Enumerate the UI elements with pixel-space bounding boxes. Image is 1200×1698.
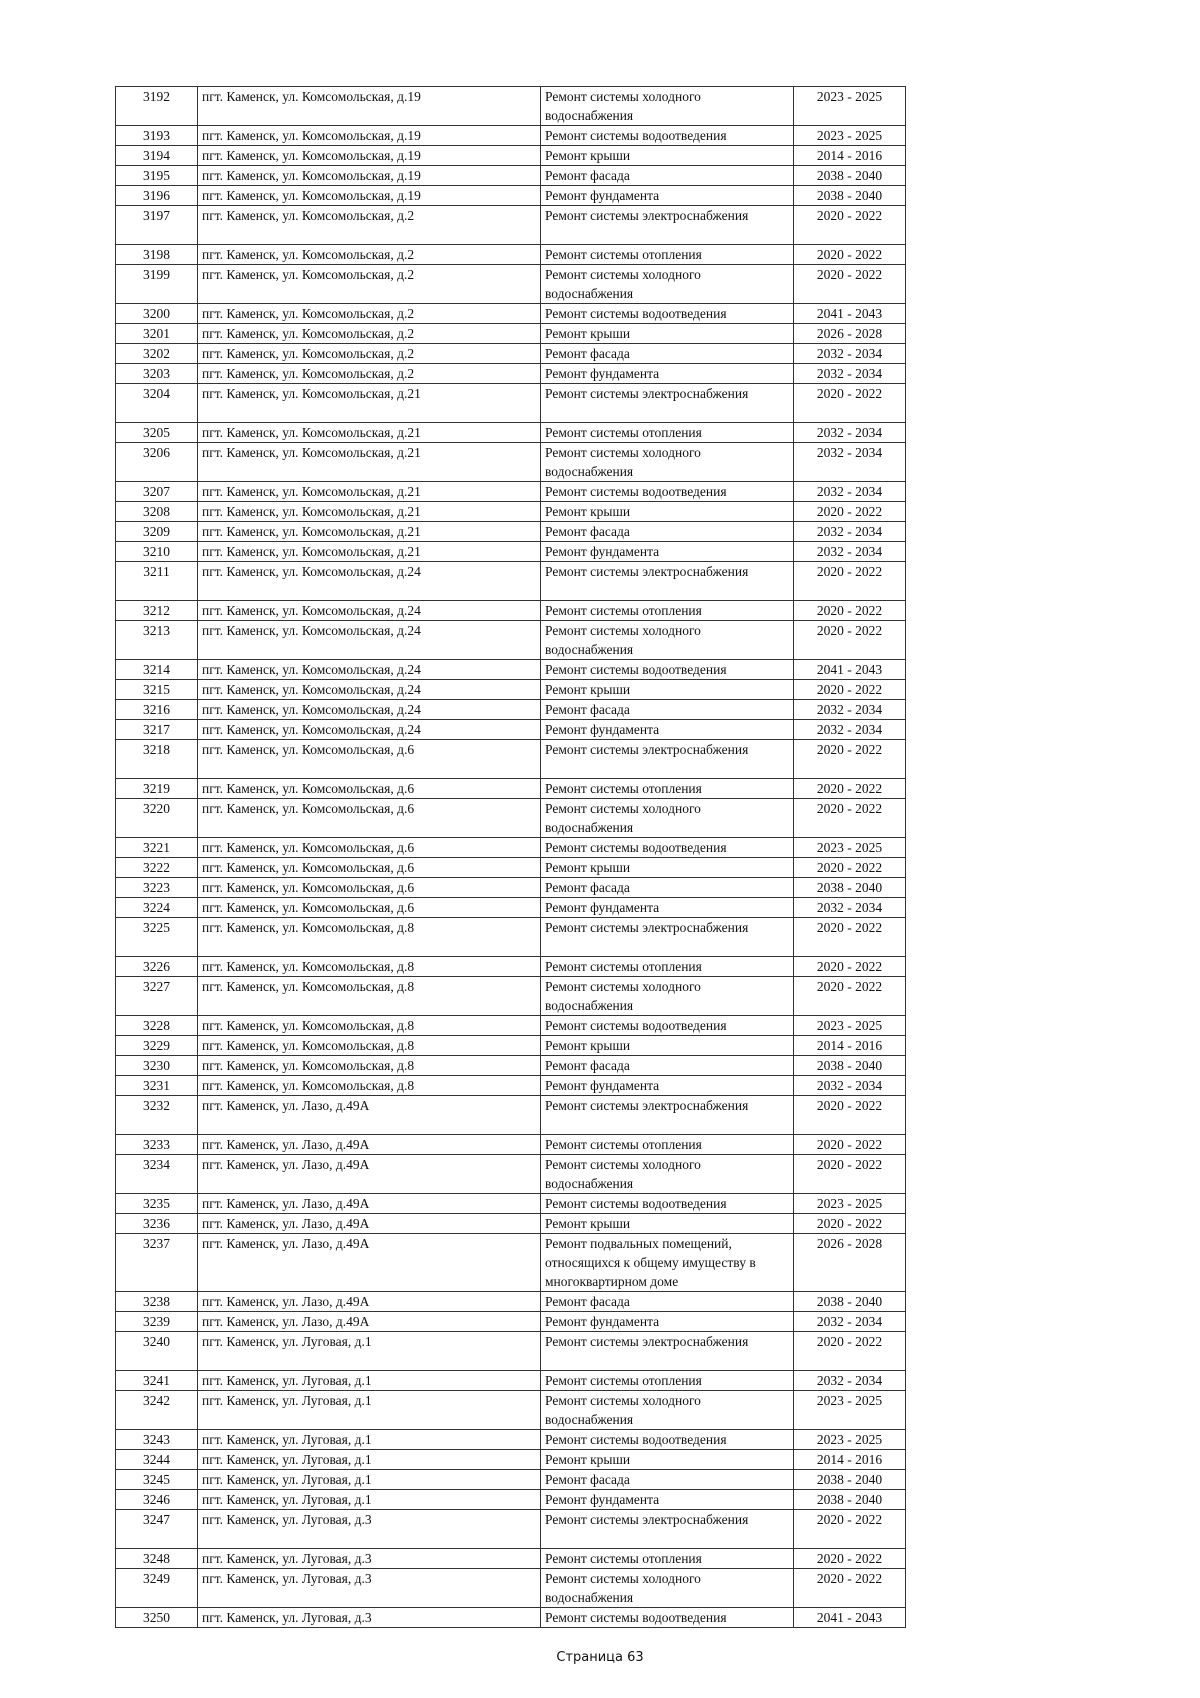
row-number-cell: 3246 xyxy=(116,1490,198,1510)
row-number-cell: 3235 xyxy=(116,1194,198,1214)
address-cell: пгт. Каменск, ул. Комсомольская, д.8 xyxy=(198,957,541,977)
address-cell: пгт. Каменск, ул. Луговая, д.1 xyxy=(198,1430,541,1450)
table-row xyxy=(116,1234,906,1292)
table-row xyxy=(116,1430,906,1450)
row-number-cell: 3232 xyxy=(116,1096,198,1135)
table-row xyxy=(116,918,906,957)
address-cell: пгт. Каменск, ул. Комсомольская, д.2 xyxy=(198,364,541,384)
period-cell: 2023 - 2025 xyxy=(794,838,906,858)
period-cell: 2020 - 2022 xyxy=(794,601,906,621)
work-type-cell: Ремонт крыши xyxy=(541,680,794,700)
address-cell: пгт. Каменск, ул. Комсомольская, д.24 xyxy=(198,562,541,601)
address-cell: пгт. Каменск, ул. Комсомольская, д.19 xyxy=(198,166,541,186)
period-cell: 2032 - 2034 xyxy=(794,1312,906,1332)
address-cell: пгт. Каменск, ул. Комсомольская, д.21 xyxy=(198,522,541,542)
period-cell: 2032 - 2034 xyxy=(794,720,906,740)
row-number-cell: 3192 xyxy=(116,87,198,126)
table-row xyxy=(116,166,906,186)
address-cell: пгт. Каменск, ул. Комсомольская, д.19 xyxy=(198,186,541,206)
work-type-cell: Ремонт крыши xyxy=(541,1036,794,1056)
period-cell: 2020 - 2022 xyxy=(794,1096,906,1135)
row-number-cell: 3199 xyxy=(116,265,198,304)
address-cell: пгт. Каменск, ул. Луговая, д.3 xyxy=(198,1608,541,1628)
work-type-cell: Ремонт системы водоотведения xyxy=(541,1608,794,1628)
row-number-cell: 3227 xyxy=(116,977,198,1016)
table-row xyxy=(116,146,906,166)
address-cell: пгт. Каменск, ул. Комсомольская, д.2 xyxy=(198,304,541,324)
period-cell: 2020 - 2022 xyxy=(794,1510,906,1549)
table-row xyxy=(116,482,906,502)
table-row xyxy=(116,245,906,265)
period-cell: 2038 - 2040 xyxy=(794,186,906,206)
work-type-cell: Ремонт фундамента xyxy=(541,1312,794,1332)
table-row xyxy=(116,522,906,542)
period-cell: 2020 - 2022 xyxy=(794,680,906,700)
row-number-cell: 3193 xyxy=(116,126,198,146)
period-cell: 2032 - 2034 xyxy=(794,482,906,502)
period-cell: 2020 - 2022 xyxy=(794,621,906,660)
work-type-cell: Ремонт системы электроснабжения xyxy=(541,918,794,957)
row-number-cell: 3223 xyxy=(116,878,198,898)
row-number-cell: 3234 xyxy=(116,1155,198,1194)
table-row xyxy=(116,344,906,364)
period-cell: 2020 - 2022 xyxy=(794,265,906,304)
address-cell: пгт. Каменск, ул. Комсомольская, д.6 xyxy=(198,740,541,779)
period-cell: 2032 - 2034 xyxy=(794,700,906,720)
period-cell: 2020 - 2022 xyxy=(794,245,906,265)
address-cell: пгт. Каменск, ул. Комсомольская, д.6 xyxy=(198,858,541,878)
row-number-cell: 3228 xyxy=(116,1016,198,1036)
table-row xyxy=(116,1076,906,1096)
work-type-cell: Ремонт системы водоотведения xyxy=(541,660,794,680)
address-cell: пгт. Каменск, ул. Комсомольская, д.8 xyxy=(198,918,541,957)
table-row xyxy=(116,1391,906,1430)
table-row xyxy=(116,660,906,680)
work-type-cell: Ремонт фасада xyxy=(541,1292,794,1312)
period-cell: 2020 - 2022 xyxy=(794,502,906,522)
address-cell: пгт. Каменск, ул. Комсомольская, д.24 xyxy=(198,621,541,660)
address-cell: пгт. Каменск, ул. Лазо, д.49А xyxy=(198,1312,541,1332)
address-cell: пгт. Каменск, ул. Комсомольская, д.24 xyxy=(198,601,541,621)
period-cell: 2023 - 2025 xyxy=(794,126,906,146)
period-cell: 2020 - 2022 xyxy=(794,562,906,601)
address-cell: пгт. Каменск, ул. Лазо, д.49А xyxy=(198,1234,541,1292)
period-cell: 2032 - 2034 xyxy=(794,898,906,918)
row-number-cell: 3250 xyxy=(116,1608,198,1628)
table-row xyxy=(116,858,906,878)
work-type-cell: Ремонт крыши xyxy=(541,1214,794,1234)
work-type-cell: Ремонт системы холодного водоснабжения xyxy=(541,443,794,482)
table-row xyxy=(116,542,906,562)
table-row xyxy=(116,621,906,660)
row-number-cell: 3248 xyxy=(116,1549,198,1569)
period-cell: 2038 - 2040 xyxy=(794,1056,906,1076)
row-number-cell: 3203 xyxy=(116,364,198,384)
address-cell: пгт. Каменск, ул. Лазо, д.49А xyxy=(198,1194,541,1214)
address-cell: пгт. Каменск, ул. Комсомольская, д.8 xyxy=(198,1016,541,1036)
row-number-cell: 3202 xyxy=(116,344,198,364)
row-number-cell: 3247 xyxy=(116,1510,198,1549)
row-number-cell: 3213 xyxy=(116,621,198,660)
page-number: Страница 63 xyxy=(556,1650,644,1665)
row-number-cell: 3239 xyxy=(116,1312,198,1332)
work-type-cell: Ремонт фундамента xyxy=(541,364,794,384)
row-number-cell: 3209 xyxy=(116,522,198,542)
period-cell: 2020 - 2022 xyxy=(794,977,906,1016)
address-cell: пгт. Каменск, ул. Комсомольская, д.6 xyxy=(198,779,541,799)
address-cell: пгт. Каменск, ул. Луговая, д.3 xyxy=(198,1510,541,1549)
period-cell: 2020 - 2022 xyxy=(794,1135,906,1155)
work-type-cell: Ремонт крыши xyxy=(541,502,794,522)
table-row xyxy=(116,384,906,423)
table-row xyxy=(116,1371,906,1391)
work-type-cell: Ремонт системы электроснабжения xyxy=(541,1510,794,1549)
period-cell: 2020 - 2022 xyxy=(794,384,906,423)
table-row xyxy=(116,1056,906,1076)
work-type-cell: Ремонт системы водоотведения xyxy=(541,838,794,858)
table-row xyxy=(116,799,906,838)
period-cell: 2038 - 2040 xyxy=(794,878,906,898)
period-cell: 2032 - 2034 xyxy=(794,1076,906,1096)
period-cell: 2020 - 2022 xyxy=(794,740,906,779)
table-row xyxy=(116,977,906,1016)
table-row xyxy=(116,443,906,482)
work-type-cell: Ремонт системы водоотведения xyxy=(541,304,794,324)
work-type-cell: Ремонт крыши xyxy=(541,146,794,166)
period-cell: 2020 - 2022 xyxy=(794,1549,906,1569)
work-type-cell: Ремонт фасада xyxy=(541,344,794,364)
address-cell: пгт. Каменск, ул. Луговая, д.1 xyxy=(198,1450,541,1470)
period-cell: 2032 - 2034 xyxy=(794,542,906,562)
period-cell: 2026 - 2028 xyxy=(794,1234,906,1292)
address-cell: пгт. Каменск, ул. Комсомольская, д.21 xyxy=(198,502,541,522)
address-cell: пгт. Каменск, ул. Комсомольская, д.2 xyxy=(198,344,541,364)
work-type-cell: Ремонт фундамента xyxy=(541,898,794,918)
work-type-cell: Ремонт системы отопления xyxy=(541,1371,794,1391)
work-type-cell: Ремонт подвальных помещений, относящихся к общему имуществу в многоквартирном доме xyxy=(541,1234,794,1292)
table-row xyxy=(116,1490,906,1510)
work-type-cell: Ремонт системы отопления xyxy=(541,423,794,443)
table-row xyxy=(116,700,906,720)
table-row xyxy=(116,502,906,522)
row-number-cell: 3226 xyxy=(116,957,198,977)
table-row xyxy=(116,720,906,740)
row-number-cell: 3244 xyxy=(116,1450,198,1470)
row-number-cell: 3205 xyxy=(116,423,198,443)
work-type-cell: Ремонт системы электроснабжения xyxy=(541,384,794,423)
work-type-cell: Ремонт системы отопления xyxy=(541,779,794,799)
table-row xyxy=(116,1510,906,1549)
work-type-cell: Ремонт системы холодного водоснабжения xyxy=(541,1391,794,1430)
table-row xyxy=(116,1450,906,1470)
work-type-cell: Ремонт крыши xyxy=(541,1450,794,1470)
period-cell: 2020 - 2022 xyxy=(794,1214,906,1234)
period-cell: 2020 - 2022 xyxy=(794,799,906,838)
address-cell: пгт. Каменск, ул. Комсомольская, д.21 xyxy=(198,443,541,482)
work-type-cell: Ремонт крыши xyxy=(541,324,794,344)
row-number-cell: 3230 xyxy=(116,1056,198,1076)
row-number-cell: 3218 xyxy=(116,740,198,779)
address-cell: пгт. Каменск, ул. Комсомольская, д.2 xyxy=(198,245,541,265)
table-body xyxy=(116,87,906,1628)
address-cell: пгт. Каменск, ул. Комсомольская, д.21 xyxy=(198,384,541,423)
address-cell: пгт. Каменск, ул. Комсомольская, д.21 xyxy=(198,482,541,502)
work-type-cell: Ремонт системы холодного водоснабжения xyxy=(541,87,794,126)
address-cell: пгт. Каменск, ул. Лазо, д.49А xyxy=(198,1155,541,1194)
work-type-cell: Ремонт фундамента xyxy=(541,1076,794,1096)
table-row xyxy=(116,324,906,344)
work-type-cell: Ремонт системы электроснабжения xyxy=(541,206,794,245)
period-cell: 2023 - 2025 xyxy=(794,1016,906,1036)
work-type-cell: Ремонт системы холодного водоснабжения xyxy=(541,977,794,1016)
address-cell: пгт. Каменск, ул. Комсомольская, д.8 xyxy=(198,1076,541,1096)
table-row xyxy=(116,1096,906,1135)
row-number-cell: 3207 xyxy=(116,482,198,502)
work-type-cell: Ремонт фасада xyxy=(541,700,794,720)
row-number-cell: 3245 xyxy=(116,1470,198,1490)
work-type-cell: Ремонт фундамента xyxy=(541,186,794,206)
table-row xyxy=(116,1036,906,1056)
address-cell: пгт. Каменск, ул. Луговая, д.1 xyxy=(198,1490,541,1510)
row-number-cell: 3210 xyxy=(116,542,198,562)
table-row xyxy=(116,87,906,126)
address-cell: пгт. Каменск, ул. Комсомольская, д.6 xyxy=(198,838,541,858)
work-type-cell: Ремонт системы электроснабжения xyxy=(541,562,794,601)
row-number-cell: 3219 xyxy=(116,779,198,799)
table-row xyxy=(116,1549,906,1569)
work-type-cell: Ремонт системы водоотведения xyxy=(541,1430,794,1450)
table-row xyxy=(116,1194,906,1214)
period-cell: 2041 - 2043 xyxy=(794,660,906,680)
address-cell: пгт. Каменск, ул. Комсомольская, д.2 xyxy=(198,206,541,245)
work-type-cell: Ремонт фасада xyxy=(541,1056,794,1076)
work-type-cell: Ремонт системы холодного водоснабжения xyxy=(541,265,794,304)
row-number-cell: 3201 xyxy=(116,324,198,344)
period-cell: 2023 - 2025 xyxy=(794,1430,906,1450)
work-type-cell: Ремонт системы электроснабжения xyxy=(541,740,794,779)
table-row xyxy=(116,1155,906,1194)
period-cell: 2023 - 2025 xyxy=(794,1194,906,1214)
work-type-cell: Ремонт системы холодного водоснабжения xyxy=(541,1155,794,1194)
table-row xyxy=(116,1135,906,1155)
table-row xyxy=(116,364,906,384)
period-cell: 2020 - 2022 xyxy=(794,206,906,245)
row-number-cell: 3241 xyxy=(116,1371,198,1391)
period-cell: 2032 - 2034 xyxy=(794,423,906,443)
period-cell: 2038 - 2040 xyxy=(794,166,906,186)
period-cell: 2032 - 2034 xyxy=(794,443,906,482)
row-number-cell: 3208 xyxy=(116,502,198,522)
period-cell: 2020 - 2022 xyxy=(794,1569,906,1608)
work-type-cell: Ремонт фасада xyxy=(541,522,794,542)
table-row xyxy=(116,206,906,245)
address-cell: пгт. Каменск, ул. Комсомольская, д.21 xyxy=(198,542,541,562)
table-row xyxy=(116,126,906,146)
row-number-cell: 3212 xyxy=(116,601,198,621)
row-number-cell: 3225 xyxy=(116,918,198,957)
period-cell: 2023 - 2025 xyxy=(794,1391,906,1430)
work-type-cell: Ремонт системы отопления xyxy=(541,1549,794,1569)
row-number-cell: 3197 xyxy=(116,206,198,245)
row-number-cell: 3196 xyxy=(116,186,198,206)
row-number-cell: 3194 xyxy=(116,146,198,166)
table-row xyxy=(116,680,906,700)
row-number-cell: 3249 xyxy=(116,1569,198,1608)
row-number-cell: 3204 xyxy=(116,384,198,423)
period-cell: 2038 - 2040 xyxy=(794,1470,906,1490)
address-cell: пгт. Каменск, ул. Лазо, д.49А xyxy=(198,1292,541,1312)
address-cell: пгт. Каменск, ул. Комсомольская, д.6 xyxy=(198,799,541,838)
table-row xyxy=(116,838,906,858)
address-cell: пгт. Каменск, ул. Луговая, д.3 xyxy=(198,1569,541,1608)
period-cell: 2014 - 2016 xyxy=(794,146,906,166)
address-cell: пгт. Каменск, ул. Комсомольская, д.24 xyxy=(198,700,541,720)
row-number-cell: 3240 xyxy=(116,1332,198,1371)
row-number-cell: 3206 xyxy=(116,443,198,482)
row-number-cell: 3211 xyxy=(116,562,198,601)
table-row xyxy=(116,1312,906,1332)
address-cell: пгт. Каменск, ул. Луговая, д.1 xyxy=(198,1332,541,1371)
table-row xyxy=(116,601,906,621)
row-number-cell: 3238 xyxy=(116,1292,198,1312)
address-cell: пгт. Каменск, ул. Комсомольская, д.8 xyxy=(198,1056,541,1076)
work-type-cell: Ремонт фундамента xyxy=(541,542,794,562)
address-cell: пгт. Каменск, ул. Комсомольская, д.2 xyxy=(198,265,541,304)
row-number-cell: 3215 xyxy=(116,680,198,700)
table-row xyxy=(116,878,906,898)
period-cell: 2020 - 2022 xyxy=(794,1332,906,1371)
work-type-cell: Ремонт системы отопления xyxy=(541,957,794,977)
table-row xyxy=(116,1016,906,1036)
table-row xyxy=(116,423,906,443)
table-row xyxy=(116,562,906,601)
work-type-cell: Ремонт крыши xyxy=(541,858,794,878)
address-cell: пгт. Каменск, ул. Комсомольская, д.24 xyxy=(198,720,541,740)
period-cell: 2020 - 2022 xyxy=(794,957,906,977)
work-type-cell: Ремонт системы водоотведения xyxy=(541,1016,794,1036)
work-type-cell: Ремонт системы водоотведения xyxy=(541,126,794,146)
address-cell: пгт. Каменск, ул. Лазо, д.49А xyxy=(198,1135,541,1155)
table-row xyxy=(116,1569,906,1608)
period-cell: 2041 - 2043 xyxy=(794,304,906,324)
row-number-cell: 3233 xyxy=(116,1135,198,1155)
address-cell: пгт. Каменск, ул. Комсомольская, д.6 xyxy=(198,878,541,898)
row-number-cell: 3221 xyxy=(116,838,198,858)
period-cell: 2014 - 2016 xyxy=(794,1036,906,1056)
table-row xyxy=(116,265,906,304)
period-cell: 2041 - 2043 xyxy=(794,1608,906,1628)
period-cell: 2038 - 2040 xyxy=(794,1490,906,1510)
period-cell: 2026 - 2028 xyxy=(794,324,906,344)
table-row xyxy=(116,186,906,206)
address-cell: пгт. Каменск, ул. Комсомольская, д.6 xyxy=(198,898,541,918)
row-number-cell: 3220 xyxy=(116,799,198,838)
period-cell: 2020 - 2022 xyxy=(794,779,906,799)
row-number-cell: 3217 xyxy=(116,720,198,740)
page-footer xyxy=(0,1650,1200,1665)
table-row xyxy=(116,1470,906,1490)
work-type-cell: Ремонт фасада xyxy=(541,1470,794,1490)
table-row xyxy=(116,740,906,779)
table-row xyxy=(116,304,906,324)
address-cell: пгт. Каменск, ул. Луговая, д.1 xyxy=(198,1470,541,1490)
period-cell: 2014 - 2016 xyxy=(794,1450,906,1470)
row-number-cell: 3200 xyxy=(116,304,198,324)
table-row xyxy=(116,898,906,918)
period-cell: 2032 - 2034 xyxy=(794,522,906,542)
work-type-cell: Ремонт фундамента xyxy=(541,720,794,740)
work-type-cell: Ремонт системы отопления xyxy=(541,601,794,621)
address-cell: пгт. Каменск, ул. Луговая, д.3 xyxy=(198,1549,541,1569)
period-cell: 2020 - 2022 xyxy=(794,858,906,878)
work-type-cell: Ремонт системы водоотведения xyxy=(541,1194,794,1214)
address-cell: пгт. Каменск, ул. Комсомольская, д.19 xyxy=(198,87,541,126)
table-row xyxy=(116,957,906,977)
work-type-cell: Ремонт системы холодного водоснабжения xyxy=(541,799,794,838)
table-row xyxy=(116,779,906,799)
period-cell: 2020 - 2022 xyxy=(794,1155,906,1194)
period-cell: 2032 - 2034 xyxy=(794,1371,906,1391)
work-type-cell: Ремонт системы водоотведения xyxy=(541,482,794,502)
table-row xyxy=(116,1292,906,1312)
address-cell: пгт. Каменск, ул. Лазо, д.49А xyxy=(198,1096,541,1135)
row-number-cell: 3236 xyxy=(116,1214,198,1234)
period-cell: 2038 - 2040 xyxy=(794,1292,906,1312)
row-number-cell: 3229 xyxy=(116,1036,198,1056)
address-cell: пгт. Каменск, ул. Комсомольская, д.8 xyxy=(198,977,541,1016)
table-row xyxy=(116,1608,906,1628)
address-cell: пгт. Каменск, ул. Луговая, д.1 xyxy=(198,1391,541,1430)
row-number-cell: 3214 xyxy=(116,660,198,680)
row-number-cell: 3195 xyxy=(116,166,198,186)
repair-schedule-table xyxy=(115,86,906,1628)
work-type-cell: Ремонт системы холодного водоснабжения xyxy=(541,621,794,660)
period-cell: 2032 - 2034 xyxy=(794,364,906,384)
address-cell: пгт. Каменск, ул. Комсомольская, д.24 xyxy=(198,680,541,700)
row-number-cell: 3237 xyxy=(116,1234,198,1292)
address-cell: пгт. Каменск, ул. Лазо, д.49А xyxy=(198,1214,541,1234)
row-number-cell: 3222 xyxy=(116,858,198,878)
work-type-cell: Ремонт системы электроснабжения xyxy=(541,1332,794,1371)
work-type-cell: Ремонт фасада xyxy=(541,878,794,898)
row-number-cell: 3224 xyxy=(116,898,198,918)
row-number-cell: 3216 xyxy=(116,700,198,720)
work-type-cell: Ремонт системы отопления xyxy=(541,1135,794,1155)
address-cell: пгт. Каменск, ул. Комсомольская, д.8 xyxy=(198,1036,541,1056)
address-cell: пгт. Каменск, ул. Комсомольская, д.21 xyxy=(198,423,541,443)
address-cell: пгт. Каменск, ул. Луговая, д.1 xyxy=(198,1371,541,1391)
row-number-cell: 3198 xyxy=(116,245,198,265)
work-type-cell: Ремонт фасада xyxy=(541,166,794,186)
table-row xyxy=(116,1332,906,1371)
address-cell: пгт. Каменск, ул. Комсомольская, д.2 xyxy=(198,324,541,344)
work-type-cell: Ремонт системы электроснабжения xyxy=(541,1096,794,1135)
table-row xyxy=(116,1214,906,1234)
row-number-cell: 3242 xyxy=(116,1391,198,1430)
work-type-cell: Ремонт системы холодного водоснабжения xyxy=(541,1569,794,1608)
address-cell: пгт. Каменск, ул. Комсомольская, д.24 xyxy=(198,660,541,680)
row-number-cell: 3243 xyxy=(116,1430,198,1450)
period-cell: 2023 - 2025 xyxy=(794,87,906,126)
address-cell: пгт. Каменск, ул. Комсомольская, д.19 xyxy=(198,146,541,166)
period-cell: 2020 - 2022 xyxy=(794,918,906,957)
work-type-cell: Ремонт системы отопления xyxy=(541,245,794,265)
address-cell: пгт. Каменск, ул. Комсомольская, д.19 xyxy=(198,126,541,146)
period-cell: 2032 - 2034 xyxy=(794,344,906,364)
row-number-cell: 3231 xyxy=(116,1076,198,1096)
work-type-cell: Ремонт фундамента xyxy=(541,1490,794,1510)
